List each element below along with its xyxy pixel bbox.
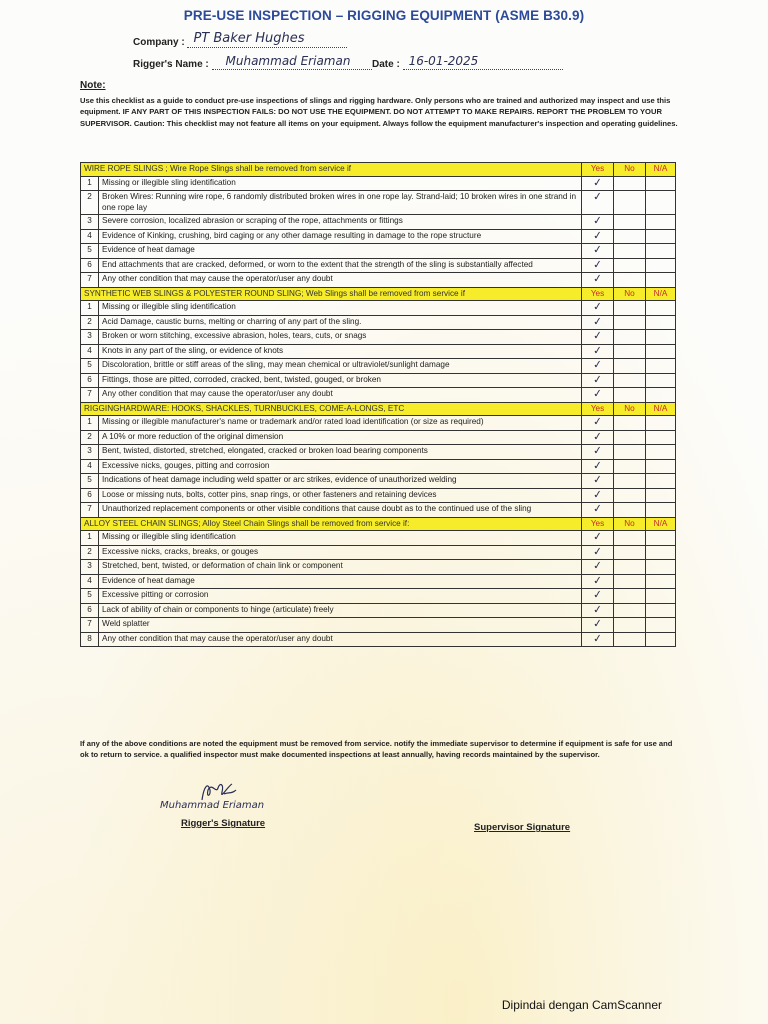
date-value: 16-01-2025: [408, 54, 479, 68]
item-number: 3: [81, 560, 99, 575]
answer-no-cell[interactable]: [614, 273, 646, 288]
checkmark-icon: ✓: [592, 372, 603, 386]
item-text: Lack of ability of chain or components to hinge (articulate) freely: [99, 603, 582, 618]
answer-yes-cell[interactable]: [582, 488, 614, 503]
document-title: PRE-USE INSPECTION – RIGGING EQUIPMENT (ASME B30.9): [183, 8, 585, 23]
item-text: A 10% or more reduction of the original dimension: [99, 430, 582, 445]
checkmark-icon: ✓: [592, 414, 603, 429]
column-na-header: N/A: [646, 402, 676, 416]
section-title: ALLOY STEEL CHAIN SLINGS; Alloy Steel Chain Slings shall be removed from service if:: [81, 517, 582, 531]
checklist-row: [81, 191, 676, 215]
checklist-row: [81, 459, 676, 474]
answer-yes-cell[interactable]: [582, 359, 614, 374]
column-na-header: N/A: [646, 163, 676, 177]
checkmark-icon: ✓: [592, 189, 603, 204]
checklist-row: [81, 388, 676, 403]
section-header: [81, 402, 676, 416]
section-title: SYNTHETIC WEB SLINGS & POLYESTER ROUND SLING; Web Slings shall be removed from service if: [81, 287, 582, 301]
item-number: 3: [81, 330, 99, 345]
company-value: PT Baker Hughes: [193, 31, 305, 46]
answer-no-cell[interactable]: [614, 531, 646, 546]
answer-yes-cell[interactable]: [582, 416, 614, 431]
item-number: 3: [81, 445, 99, 460]
item-text: Excessive nicks, gouges, pitting and corrosion: [99, 459, 582, 474]
checkmark-icon: ✓: [592, 472, 603, 487]
checklist-row: [81, 330, 676, 345]
item-number: 4: [81, 344, 99, 359]
answer-yes-cell[interactable]: [582, 589, 614, 604]
answer-no-cell[interactable]: [614, 430, 646, 445]
answer-na-cell[interactable]: [646, 589, 676, 604]
answer-na-cell[interactable]: [646, 545, 676, 560]
item-number: 1: [81, 531, 99, 546]
answer-no-cell[interactable]: [614, 359, 646, 374]
answer-no-cell[interactable]: [614, 574, 646, 589]
checkmark-icon: ✓: [592, 213, 603, 228]
answer-yes-cell[interactable]: [582, 330, 614, 345]
item-number: 3: [81, 215, 99, 230]
answer-yes-cell[interactable]: [582, 315, 614, 330]
item-text: End attachments that are cracked, deformed, or worn to the extent that the strength of the sling is substantially affected: [99, 258, 582, 273]
date-field: [372, 55, 563, 70]
answer-no-cell[interactable]: [614, 545, 646, 560]
answer-yes-cell[interactable]: [582, 531, 614, 546]
item-text: Fittings, those are pitted, corroded, cracked, bent, twisted, gouged, or broken: [99, 373, 582, 388]
note-heading: Note:: [80, 80, 106, 91]
item-text: Broken or worn stitching, excessive abrasion, holes, tears, cuts, or snags: [99, 330, 582, 345]
date-line: [403, 55, 563, 70]
item-number: 1: [81, 301, 99, 316]
item-number: 7: [81, 503, 99, 518]
answer-na-cell[interactable]: [646, 229, 676, 244]
item-text: Stretched, bent, twisted, or deformation of chain link or component: [99, 560, 582, 575]
answer-yes-cell[interactable]: [582, 560, 614, 575]
answer-na-cell[interactable]: [646, 344, 676, 359]
item-text: Evidence of heat damage: [99, 574, 582, 589]
answer-yes-cell[interactable]: [582, 574, 614, 589]
answer-na-cell[interactable]: [646, 330, 676, 345]
checklist-row: [81, 574, 676, 589]
supervisor-signature-label: Supervisor Signature: [474, 822, 571, 833]
answer-na-cell[interactable]: [646, 459, 676, 474]
checkmark-icon: ✓: [592, 501, 603, 516]
answer-na-cell[interactable]: [646, 191, 676, 215]
answer-na-cell[interactable]: [646, 315, 676, 330]
item-number: 7: [81, 273, 99, 288]
checkmark-icon: ✓: [592, 314, 603, 328]
item-text: Knots in any part of the sling, or evidence of knots: [99, 344, 582, 359]
answer-na-cell[interactable]: [646, 632, 676, 647]
checklist-row: [81, 359, 676, 374]
item-number: 4: [81, 574, 99, 589]
item-text: Any other condition that may cause the operator/user any doubt: [99, 273, 582, 288]
answer-na-cell[interactable]: [646, 445, 676, 460]
item-number: 4: [81, 459, 99, 474]
column-no-header: No: [614, 287, 646, 301]
section-title: WIRE ROPE SLINGS ; Wire Rope Slings shall be removed from service if: [81, 163, 582, 177]
checklist-row: [81, 632, 676, 647]
answer-yes-cell[interactable]: [582, 388, 614, 403]
company-label: Company :: [133, 37, 185, 48]
item-text: Broken Wires: Running wire rope, 6 randomly distributed broken wires in one rope lay. Strand-laid; 10 broken wires in one strand in one rope lay: [99, 191, 582, 215]
checklist-row: [81, 373, 676, 388]
item-text: Bent, twisted, distorted, stretched, elongated, cracked or broken load bearing components: [99, 445, 582, 460]
column-no-header: No: [614, 163, 646, 177]
answer-yes-cell[interactable]: [582, 632, 614, 647]
checklist-row: [81, 229, 676, 244]
company-field: [133, 33, 347, 48]
item-text: Unauthorized replacement components or other visible conditions that cause doubt as to the continued use of the sling: [99, 503, 582, 518]
answer-yes-cell[interactable]: [582, 503, 614, 518]
inspection-checklist-table: [80, 162, 676, 647]
item-text: Any other condition that may cause the operator/user any doubt: [99, 388, 582, 403]
item-text: Acid Damage, caustic burns, melting or charring of any part of the sling.: [99, 315, 582, 330]
checkmark-icon: ✓: [592, 544, 603, 558]
section-title: RIGGINGHARDWARE: HOOKS, SHACKLES, TURNBUCKLES, COME-A-LONGS, ETC: [81, 402, 582, 416]
answer-no-cell[interactable]: [614, 603, 646, 618]
answer-no-cell[interactable]: [614, 373, 646, 388]
answer-no-cell[interactable]: [614, 344, 646, 359]
item-text: Missing or illegible sling identification: [99, 301, 582, 316]
checklist-row: [81, 560, 676, 575]
answer-no-cell[interactable]: [614, 459, 646, 474]
item-number: 7: [81, 388, 99, 403]
item-number: 8: [81, 632, 99, 647]
checkmark-icon: ✓: [592, 443, 603, 458]
column-yes-header: Yes: [582, 163, 614, 177]
answer-no-cell[interactable]: [614, 474, 646, 489]
answer-na-cell[interactable]: [646, 531, 676, 546]
item-number: 2: [81, 545, 99, 560]
answer-na-cell[interactable]: [646, 176, 676, 191]
answer-no-cell[interactable]: [614, 416, 646, 431]
item-text: Excessive nicks, cracks, breaks, or gouges: [99, 545, 582, 560]
column-yes-header: Yes: [582, 287, 614, 301]
checkmark-icon: ✓: [592, 175, 603, 189]
rigger-name-field: [133, 55, 372, 70]
answer-no-cell[interactable]: [614, 445, 646, 460]
checkmark-icon: ✓: [592, 558, 603, 573]
answer-yes-cell[interactable]: [582, 445, 614, 460]
answer-yes-cell[interactable]: [582, 229, 614, 244]
item-text: Indications of heat damage including weld spatter or arc strikes, evidence of unauthorized welding: [99, 474, 582, 489]
checkmark-icon: ✓: [592, 357, 603, 372]
scanner-watermark: Dipindai dengan CamScanner: [501, 998, 662, 1012]
answer-no-cell[interactable]: [614, 388, 646, 403]
checklist-row: [81, 416, 676, 431]
answer-yes-cell[interactable]: [582, 373, 614, 388]
company-line: [187, 33, 347, 48]
checklist-row: [81, 301, 676, 316]
answer-na-cell[interactable]: [646, 373, 676, 388]
checklist-row: [81, 589, 676, 604]
answer-yes-cell[interactable]: [582, 603, 614, 618]
answer-yes-cell[interactable]: [582, 244, 614, 259]
checklist-row: [81, 618, 676, 633]
item-number: 5: [81, 589, 99, 604]
answer-na-cell[interactable]: [646, 215, 676, 230]
item-number: 5: [81, 244, 99, 259]
checklist-row: [81, 503, 676, 518]
checkmark-icon: ✓: [592, 631, 603, 645]
checkmark-icon: ✓: [592, 228, 603, 242]
answer-yes-cell[interactable]: [582, 545, 614, 560]
answer-na-cell[interactable]: [646, 430, 676, 445]
item-number: 6: [81, 258, 99, 273]
item-text: Excessive pitting or corrosion: [99, 589, 582, 604]
item-number: 2: [81, 191, 99, 215]
checkmark-icon: ✓: [592, 242, 603, 257]
answer-no-cell[interactable]: [614, 229, 646, 244]
checklist-row: [81, 545, 676, 560]
answer-no-cell[interactable]: [614, 632, 646, 647]
note-text: Use this checklist as a guide to conduct pre-use inspections of slings and rigging hardware. Only persons who are trained and authorized may inspect and use this equipment. IF ANY PART OF THIS INSPECTION FAILS: DO NOT USE THE EQUIPMENT. DO NOT ATTEMPT TO MAKE REPAIRS. REPORT THE PROBLEM TO YOUR SUPERVISOR. Caution: This checklist may not feature all items on your equipment. Always follow the equipment manufacturer's inspection and operating guidelines.: [80, 96, 678, 128]
checklist-row: [81, 430, 676, 445]
checkmark-icon: ✓: [592, 271, 603, 286]
checklist-row: [81, 474, 676, 489]
item-number: 2: [81, 315, 99, 330]
answer-na-cell[interactable]: [646, 301, 676, 316]
checklist-row: [81, 215, 676, 230]
rigger-signed-name: Muhammad Eriaman: [160, 800, 265, 811]
checkmark-icon: ✓: [592, 299, 603, 314]
answer-no-cell[interactable]: [614, 244, 646, 259]
rigger-name-line: [212, 55, 372, 70]
item-number: 5: [81, 474, 99, 489]
rigger-signature-label: Rigger's Signature: [181, 818, 266, 829]
item-text: Evidence of heat damage: [99, 244, 582, 259]
rigger-name-value: Muhammad Eriaman: [225, 54, 351, 68]
answer-na-cell[interactable]: [646, 618, 676, 633]
checklist-row: [81, 531, 676, 546]
answer-yes-cell[interactable]: [582, 215, 614, 230]
item-number: 5: [81, 359, 99, 374]
section-header: [81, 517, 676, 531]
column-yes-header: Yes: [582, 402, 614, 416]
item-text: Missing or illegible sling identification: [99, 176, 582, 191]
item-number: 1: [81, 416, 99, 431]
checklist-row: [81, 244, 676, 259]
answer-na-cell[interactable]: [646, 560, 676, 575]
answer-no-cell[interactable]: [614, 301, 646, 316]
answer-yes-cell[interactable]: [582, 344, 614, 359]
answer-na-cell[interactable]: [646, 273, 676, 288]
item-number: 4: [81, 229, 99, 244]
answer-no-cell[interactable]: [614, 258, 646, 273]
answer-na-cell[interactable]: [646, 244, 676, 259]
answer-no-cell[interactable]: [614, 191, 646, 215]
answer-no-cell[interactable]: [614, 315, 646, 330]
column-no-header: No: [614, 517, 646, 531]
checkmark-icon: ✓: [592, 458, 603, 472]
answer-na-cell[interactable]: [646, 488, 676, 503]
checklist-row: [81, 488, 676, 503]
checkmark-icon: ✓: [592, 529, 603, 544]
answer-no-cell[interactable]: [614, 215, 646, 230]
checklist-row: [81, 445, 676, 460]
answer-yes-cell[interactable]: [582, 258, 614, 273]
checkmark-icon: ✓: [592, 429, 603, 443]
item-number: 6: [81, 603, 99, 618]
answer-na-cell[interactable]: [646, 474, 676, 489]
column-na-header: N/A: [646, 517, 676, 531]
answer-no-cell[interactable]: [614, 488, 646, 503]
checkmark-icon: ✓: [592, 587, 603, 602]
item-number: 1: [81, 176, 99, 191]
checkmark-icon: ✓: [592, 616, 603, 631]
item-text: Missing or illegible manufacturer's name or trademark and/or rated load identification (or size as required): [99, 416, 582, 431]
footer-text: If any of the above conditions are noted the equipment must be removed from service. notify the immediate supervisor to determine if equipment is safe for use and ok to return to service. a qualified inspector must make documented inspections at least annually, having records maintained by the supervisor.: [80, 739, 673, 760]
answer-yes-cell[interactable]: [582, 176, 614, 191]
item-text: Any other condition that may cause the operator/user any doubt: [99, 632, 582, 647]
checklist-row: [81, 273, 676, 288]
answer-no-cell[interactable]: [614, 503, 646, 518]
checkmark-icon: ✓: [592, 343, 603, 357]
checklist-row: [81, 315, 676, 330]
checkmark-icon: ✓: [592, 386, 603, 401]
checkmark-icon: ✓: [592, 328, 603, 343]
answer-yes-cell[interactable]: [582, 191, 614, 215]
answer-na-cell[interactable]: [646, 258, 676, 273]
answer-no-cell[interactable]: [614, 589, 646, 604]
column-yes-header: Yes: [582, 517, 614, 531]
item-number: 7: [81, 618, 99, 633]
checklist-row: [81, 344, 676, 359]
answer-na-cell[interactable]: [646, 359, 676, 374]
answer-no-cell[interactable]: [614, 176, 646, 191]
section-header: [81, 287, 676, 301]
item-number: 6: [81, 373, 99, 388]
date-label: Date :: [372, 59, 400, 70]
answer-yes-cell[interactable]: [582, 459, 614, 474]
item-text: Evidence of Kinking, crushing, bird caging or any other damage resulting in damage to the rope structure: [99, 229, 582, 244]
item-number: 6: [81, 488, 99, 503]
answer-na-cell[interactable]: [646, 416, 676, 431]
checklist-row: [81, 176, 676, 191]
answer-no-cell[interactable]: [614, 330, 646, 345]
checkmark-icon: ✓: [592, 573, 603, 587]
checklist-row: [81, 258, 676, 273]
item-text: Missing or illegible sling identification: [99, 531, 582, 546]
item-text: Discoloration, brittle or stiff areas of the sling, may mean chemical or ultraviolet/sunlight damage: [99, 359, 582, 374]
column-na-header: N/A: [646, 287, 676, 301]
answer-na-cell[interactable]: [646, 503, 676, 518]
column-no-header: No: [614, 402, 646, 416]
item-text: Weld splatter: [99, 618, 582, 633]
answer-yes-cell[interactable]: [582, 430, 614, 445]
checkmark-icon: ✓: [592, 602, 603, 616]
answer-yes-cell[interactable]: [582, 301, 614, 316]
item-number: 2: [81, 430, 99, 445]
checkmark-icon: ✓: [592, 487, 603, 501]
answer-na-cell[interactable]: [646, 388, 676, 403]
item-text: Loose or missing nuts, bolts, cotter pins, snap rings, or other fasteners and retaining devices: [99, 488, 582, 503]
answer-no-cell[interactable]: [614, 560, 646, 575]
answer-na-cell[interactable]: [646, 603, 676, 618]
answer-na-cell[interactable]: [646, 574, 676, 589]
checklist-row: [81, 603, 676, 618]
checkmark-icon: ✓: [592, 257, 603, 271]
answer-yes-cell[interactable]: [582, 273, 614, 288]
answer-yes-cell[interactable]: [582, 474, 614, 489]
answer-yes-cell[interactable]: [582, 618, 614, 633]
answer-no-cell[interactable]: [614, 618, 646, 633]
item-text: Severe corrosion, localized abrasion or scraping of the rope, attachments or fittings: [99, 215, 582, 230]
rigger-name-label: Rigger's Name :: [133, 59, 209, 70]
section-header: [81, 163, 676, 177]
